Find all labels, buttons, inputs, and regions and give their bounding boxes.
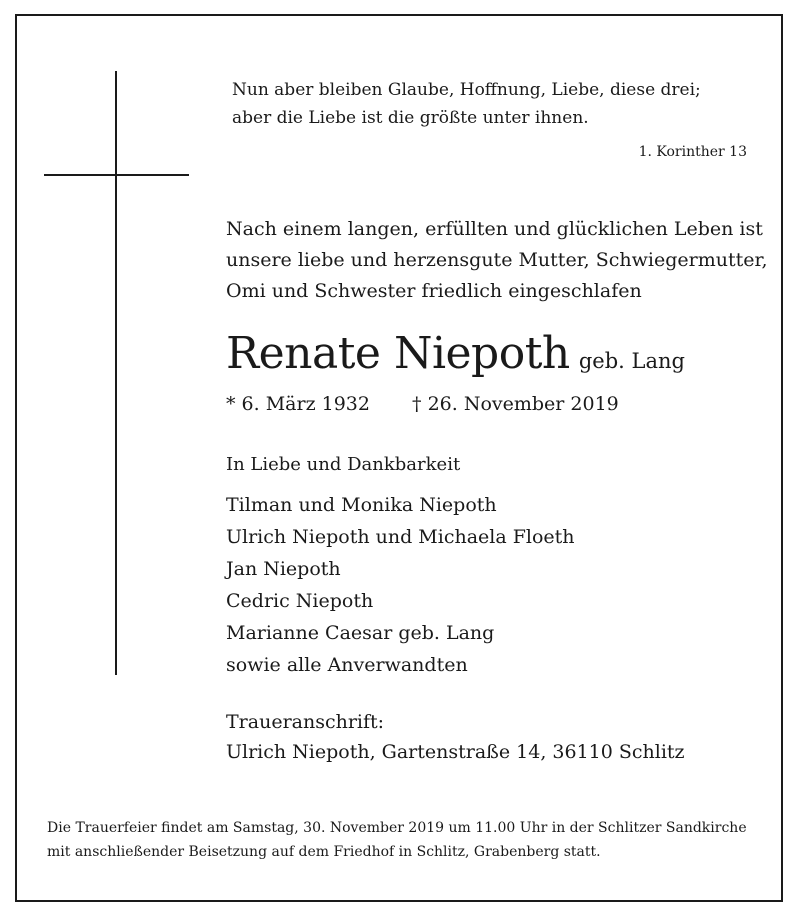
deceased-name: Renate Niepoth — [226, 328, 570, 379]
address-value: Ulrich Niepoth, Gartenstraße 14, 36110 Schlitz — [226, 741, 685, 763]
intro-line-2: unsere liebe und herzensgute Mutter, Schwiegermutter, — [226, 249, 768, 271]
maiden-name: geb. Lang — [578, 349, 685, 373]
mourner-name: Cedric Niepoth — [226, 590, 374, 612]
intro-line-1: Nach einem langen, erfüllten und glücklichen Leben ist — [226, 218, 763, 240]
mourner-name: sowie alle Anverwandten — [226, 654, 468, 676]
birth-date: * 6. März 1932 — [226, 393, 370, 415]
mourners-heading: In Liebe und Dankbarkeit — [226, 454, 461, 475]
address-label: Traueranschrift: — [226, 711, 385, 733]
ceremony-line-2: mit anschließender Beisetzung auf dem Friedhof in Schlitz, Grabenberg statt. — [47, 844, 601, 860]
mourners-list — [226, 489, 575, 681]
bible-verse — [232, 76, 701, 132]
verse-source: 1. Korinther 13 — [638, 144, 747, 160]
death-date: † 26. November 2019 — [412, 393, 619, 415]
verse-line-2: aber die Liebe ist die größte unter ihnen. — [232, 108, 589, 128]
cross-icon — [115, 71, 117, 675]
mourner-name: Jan Niepoth — [226, 558, 341, 580]
intro-text — [226, 214, 768, 307]
cross-crossbar — [44, 174, 189, 176]
ceremony-info — [47, 816, 747, 864]
life-dates — [226, 393, 619, 415]
intro-line-3: Omi und Schwester friedlich eingeschlafen — [226, 280, 642, 302]
deceased-name-line — [226, 328, 685, 379]
mourner-name: Tilman und Monika Niepoth — [226, 494, 497, 516]
ceremony-line-1: Die Trauerfeier findet am Samstag, 30. November 2019 um 11.00 Uhr in der Schlitzer Sandkirche — [47, 820, 747, 836]
mourner-name: Ulrich Niepoth und Michaela Floeth — [226, 526, 575, 548]
verse-line-1: Nun aber bleiben Glaube, Hoffnung, Liebe, diese drei; — [232, 80, 701, 100]
mourner-name: Marianne Caesar geb. Lang — [226, 622, 495, 644]
